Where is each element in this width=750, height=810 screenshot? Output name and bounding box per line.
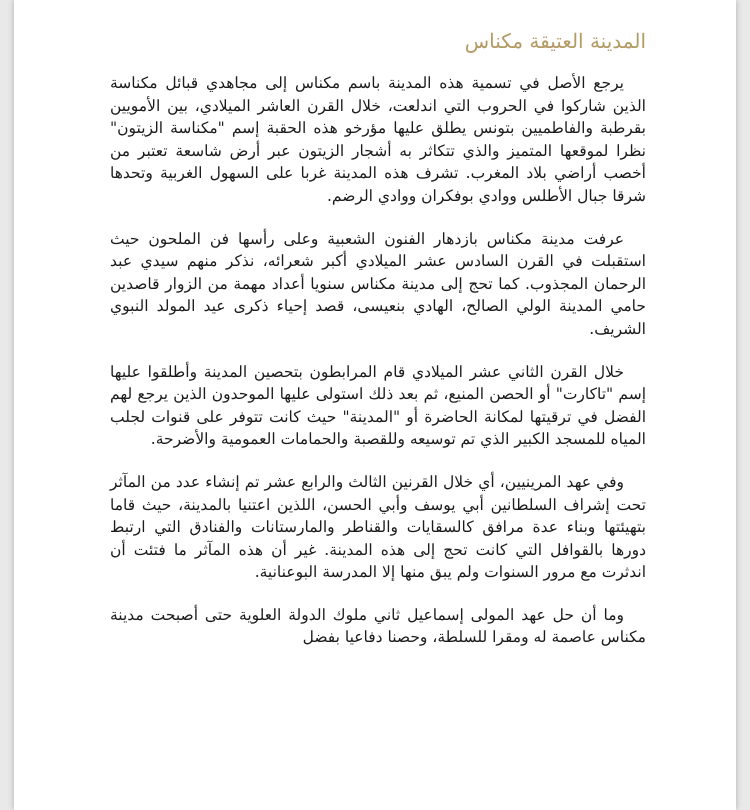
paragraph-1: يرجع الأصل في تسمية هذه المدينة باسم مكناس إلى مجاهدي قبائل مكناسة الذين شاركوا في الحروب التي اندلعت، خلال القرن العاشر الميلادي، بين الأمويين بقرطبة والفاطميين بتونس يطلق عليها مؤرخو هذه الحقبة إسم "مكناسة الزيتون" نظرا لموقعها المتميز والذي تتكاثر به أشجار الزيتون عبر أرض شاسعة تعتبر من أخصب أراضي بلاد المغرب. تشرف هذه المدينة غربا على السهول الغربية وتحدها شرقا جبال الأطلس ووادي بوفكران ووادي الرضم. bbox=[110, 74, 646, 205]
article-body bbox=[110, 26, 646, 669]
paragraph-3: خلال القرن الثاني عشر الميلادي قام المرابطون بتحصين المدينة وأطلقوا عليها إسم "تاكارت" أو الحصن المنيع، ثم بعد ذلك استولى عليها الموحدون الذين يرجع لهم الفضل في ترقيتها لمكانة الحاضرة أو "المدينة" حيث كانت تتوفر على قنوات لجلب المياه للمسجد الكبير الذي تم توسيعه وللقصبة والحمامات العمومية والأضرحة. bbox=[110, 362, 646, 449]
paragraph-2: عرفت مدينة مكناس بازدهار الفنون الشعبية وعلى رأسها فن الملحون حيث استقبلت في القرن السادس عشر الميلادي أكبر شعرائه، نذكر منهم سيدي عبد الرحمان المجذوب. كما تحج إلى مدينة مكناس سنويا أعداد مهمة من الزوار قاصدين حامي المدينة الولي الصالح، الهادي بنعيسى، قصد إحياء ذكرى عيد المولد النبوي الشريف. bbox=[110, 229, 646, 338]
page-title: المدينة العتيقة مكناس bbox=[464, 29, 646, 53]
paragraph-4: وفي عهد المرينيين، أي خلال القرنين الثالث والرابع عشر تم إنشاء عدد من المآثر تحت إشراف السلطانين أبي يوسف وأبي الحسن، اللذين اعتنيا بالمدينة، حيث قاما بتهيئتها وبناء عدة مرافق كالسقايات والقناطر والمارستانات والفنادق التي ارتبط دورها بالقوافل التي كانت تحج إلى هذه المدينة. غير أن هذه المآثر ما فتئت أن اندثرت مع مرور السنوات ولم يبق منها إلا المدرسة البوعنانية. bbox=[110, 472, 646, 582]
paragraph-5: وما أن حل عهد المولى إسماعيل ثاني ملوك الدولة العلوية حتى أصبحت مدينة مكناس عاصمة له ومقرا للسلطة، وحصنا دفاعيا بفضل bbox=[110, 605, 646, 647]
document-page bbox=[14, 0, 736, 810]
